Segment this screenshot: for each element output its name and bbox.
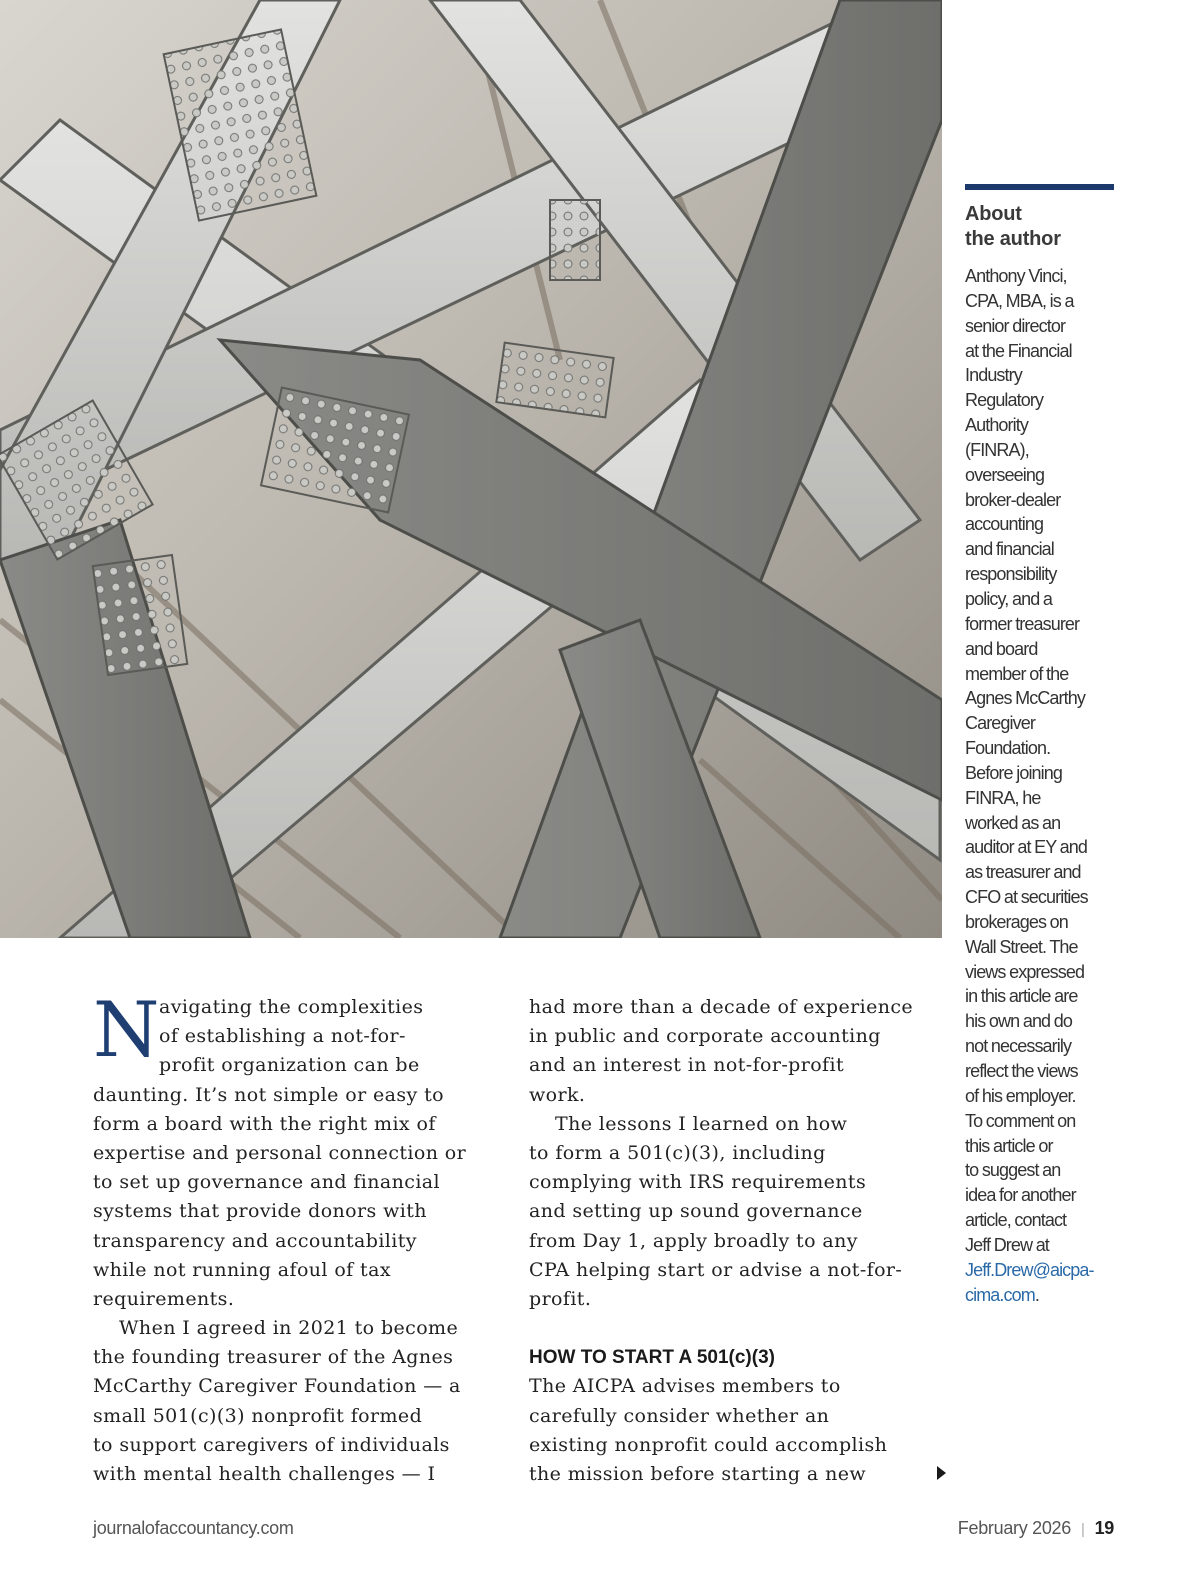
- bio-line: (FINRA),: [965, 439, 1029, 460]
- body-line: daunting. It’s not simple or easy to: [93, 1083, 444, 1106]
- bio-line: idea for another: [965, 1185, 1076, 1206]
- bio-line: policy, and a: [965, 588, 1053, 609]
- body-line: while not running afoul of tax: [93, 1258, 391, 1281]
- body-line: profit organization can be: [159, 1054, 420, 1077]
- bio-line: Foundation.: [965, 738, 1051, 759]
- body-line: The lessons I learned on how: [555, 1112, 848, 1135]
- body-line: work.: [529, 1083, 586, 1106]
- body-line: had more than a decade of experience: [529, 996, 914, 1018]
- bio-line: responsibility: [965, 564, 1057, 585]
- body-line: transparency and accountability: [93, 1229, 417, 1252]
- bio-line: Caregiver: [965, 713, 1035, 734]
- body-line: in public and corporate accounting: [529, 1025, 881, 1048]
- footer-separator: |: [1080, 1521, 1085, 1538]
- bio-line: reflect the views: [965, 1061, 1078, 1081]
- body-line: expertise and personal connection or: [93, 1141, 467, 1164]
- author-contact-email-link-cont[interactable]: [965, 1285, 1035, 1305]
- drop-cap: N: [93, 985, 160, 1074]
- bio-line: broker-dealer: [965, 489, 1061, 510]
- body-line: CPA helping start or advise a not-for-: [529, 1258, 903, 1281]
- footer-issue-info: [958, 1518, 1114, 1539]
- bio-line: Before joining: [965, 762, 1062, 783]
- body-line: of establishing a not-for-: [159, 1025, 406, 1048]
- bio-line: Agnes McCarthy: [965, 688, 1085, 709]
- paragraph-gap: [529, 1314, 949, 1343]
- sidebar-heading-line: About: [965, 203, 1022, 225]
- email-line: Jeff.Drew@aicpa-: [965, 1259, 1094, 1280]
- bio-line: Jeff Drew at: [965, 1234, 1049, 1255]
- bio-line: article, contact: [965, 1210, 1067, 1231]
- bio-line: worked as an: [965, 812, 1061, 833]
- bio-line: Authority: [965, 415, 1028, 436]
- body-line: with mental health challenges — I: [93, 1463, 436, 1485]
- bio-line: Anthony Vinci,: [965, 266, 1067, 286]
- body-line: complying with IRS requirements: [529, 1171, 867, 1194]
- email-line: cima.com: [965, 1284, 1035, 1305]
- bio-line: Industry: [965, 365, 1022, 386]
- body-line: small 501(c)(3) nonprofit formed: [93, 1404, 423, 1427]
- bio-line: Wall Street. The: [965, 936, 1078, 957]
- bio-line: brokerages on: [965, 911, 1068, 932]
- article-column-1: [93, 985, 513, 1489]
- paragraph: [529, 993, 949, 1110]
- body-line: systems that provide donors with: [93, 1200, 427, 1223]
- body-line: the mission before starting a new: [529, 1463, 867, 1485]
- bio-line: Regulatory: [965, 390, 1044, 411]
- bio-line: and financial: [965, 539, 1054, 560]
- sidebar-accent-rule: [965, 184, 1114, 190]
- body-line: form a board with the right mix of: [93, 1112, 436, 1135]
- bio-line: views expressed: [965, 961, 1085, 982]
- bio-line: his own and do: [965, 1011, 1072, 1032]
- paragraph: [93, 1314, 513, 1489]
- body-line: to form a 501(c)(3), including: [529, 1141, 826, 1164]
- bio-line: and board: [965, 638, 1038, 659]
- body-line: McCarthy Caregiver Foundation — a: [93, 1375, 461, 1398]
- paragraph: [529, 1372, 949, 1489]
- author-bio: [965, 264, 1125, 1307]
- body-line: profit.: [529, 1287, 592, 1310]
- bio-line: To comment on: [965, 1110, 1076, 1131]
- page-number: 19: [1094, 1518, 1114, 1538]
- bio-line: this article or: [965, 1135, 1053, 1156]
- article-column-2: [529, 993, 949, 1489]
- author-contact-email-link[interactable]: [965, 1258, 1125, 1283]
- body-line: existing nonprofit could accomplish: [529, 1433, 888, 1456]
- bio-line: overseeing: [965, 464, 1045, 485]
- body-line: to support caregivers of individuals: [93, 1433, 450, 1456]
- sidebar-heading: [965, 202, 1125, 252]
- bio-line: CPA, MBA, is a: [965, 290, 1074, 311]
- footer-date: February 2026: [957, 1518, 1071, 1538]
- bio-line: at the Financial: [965, 340, 1072, 361]
- bio-line: former treasurer: [965, 613, 1080, 634]
- bio-line: in this article are: [965, 986, 1078, 1007]
- bio-line: accounting: [965, 514, 1044, 535]
- body-line: from Day 1, apply broadly to any: [529, 1229, 858, 1252]
- bio-line: senior director: [965, 315, 1066, 336]
- steel-truss-photo: [0, 0, 942, 938]
- continue-arrow-icon: [937, 1466, 946, 1480]
- bio-line: member of the: [965, 663, 1069, 684]
- lead-paragraph: [93, 985, 513, 1314]
- bio-line: CFO at securities: [965, 887, 1088, 908]
- section-heading: HOW TO START A 501(c)(3): [529, 1347, 775, 1369]
- body-line: requirements.: [93, 1287, 235, 1310]
- body-line: and an interest in not-for-profit: [529, 1054, 845, 1077]
- body-line: to set up governance and financial: [93, 1171, 441, 1194]
- paragraph: [529, 1110, 949, 1314]
- bio-line: of his employer.: [965, 1085, 1076, 1106]
- bio-line: not necessarily: [965, 1036, 1072, 1057]
- sidebar-heading-line: the author: [965, 228, 1061, 250]
- bio-line: FINRA, he: [965, 787, 1041, 808]
- bio-line: as treasurer and: [965, 862, 1081, 883]
- body-line: avigating the complexities: [159, 996, 424, 1018]
- body-line: The AICPA advises members to: [529, 1375, 841, 1398]
- email-trailing-period: .: [1034, 1284, 1039, 1305]
- footer-website: journalofaccountancy.com: [93, 1518, 294, 1538]
- body-line: the founding treasurer of the Agnes: [93, 1346, 454, 1369]
- bio-line: to suggest an: [965, 1160, 1061, 1181]
- body-line: and setting up sound governance: [529, 1200, 863, 1223]
- bio-line: auditor at EY and: [965, 837, 1087, 858]
- body-line: carefully consider whether an: [529, 1404, 830, 1427]
- body-line: When I agreed in 2021 to become: [119, 1317, 459, 1340]
